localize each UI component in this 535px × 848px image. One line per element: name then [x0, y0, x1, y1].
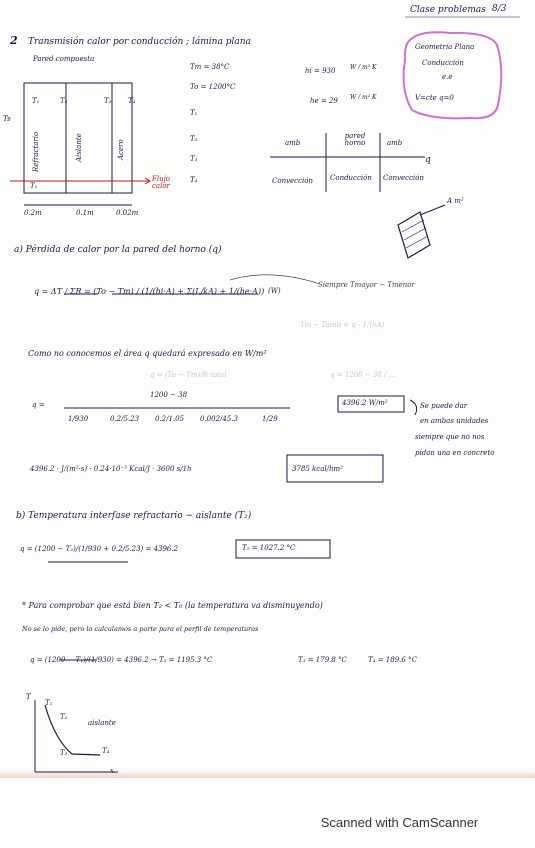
- given-he: he = 29: [310, 97, 338, 105]
- table-c3: Convección: [383, 174, 424, 182]
- t4-label: T₄: [128, 97, 136, 105]
- graph-t-axis: T: [26, 693, 31, 701]
- table-c2: Conducción: [330, 174, 372, 182]
- calc-den-4: 0.002/45.3: [200, 415, 238, 423]
- faint-bleed-3: q = 1200 − 38 / ...: [330, 371, 396, 379]
- given-hi: hi = 930: [305, 67, 336, 75]
- conversion-result: 3785 kcal/hm²: [292, 465, 343, 473]
- header-date: 8/3: [492, 4, 507, 14]
- calc-den-5: 1/29: [262, 415, 278, 423]
- part-b-equation: q = (1200 − T₂)/(1/930 + 0.2/5.23) = 4396.2: [20, 545, 179, 553]
- side-note-3: siempre que no nos: [415, 433, 485, 441]
- check-note: No se lo pide, pero lo calculamos a parte para el perfil de temperaturas: [22, 625, 259, 633]
- graph-aislante: aislante: [88, 719, 116, 727]
- thick-2: 0.1m: [76, 209, 94, 217]
- given-t1: T₁: [190, 109, 198, 117]
- calc-q: q =: [32, 401, 45, 409]
- table-h2: pared horno: [344, 132, 366, 147]
- t2-label: T₂: [60, 97, 68, 105]
- side-note-2: en ambas unidades: [420, 417, 489, 425]
- calc-den-1: 1/930: [68, 415, 89, 423]
- layer-acero: Acero: [117, 139, 125, 160]
- calc-den-2: 0.2/5.23: [110, 415, 140, 423]
- flow-label: Flujo calor: [152, 175, 170, 190]
- table-c1: Convección: [272, 177, 313, 185]
- ts-label: Ts: [3, 115, 11, 123]
- given-hi-unit: W / m² K: [350, 64, 377, 71]
- check-equation: q = (1200 − T₁)/(1/930) = 4396.2 → T₁ = 1195.3 °C: [30, 656, 213, 664]
- box-line-2: Conducción: [422, 59, 464, 67]
- given-t3: T₃: [190, 155, 198, 163]
- given-to: To = 1200°C: [190, 83, 236, 91]
- part-a-units: (W): [268, 287, 281, 295]
- given-t4: T₄: [190, 176, 198, 184]
- wall-label: Pared compuesta: [33, 55, 95, 63]
- thick-1: 0.2m: [24, 209, 42, 217]
- part-b-title: b) Temperatura interfase refractario − aislante (T₂): [16, 511, 252, 521]
- graph-t3: T₃: [60, 749, 68, 757]
- box-line-4: V=cte q=0: [415, 94, 454, 102]
- graph-t2: T₂: [60, 713, 68, 721]
- part-a-equation: q = ΔT / ΣR = (To − Tm) / (1/(hi·A) + Σ(L/kA) + 1/(he·A)): [34, 287, 265, 296]
- thick-3: 0.02m: [116, 209, 139, 217]
- given-tm: Tm = 38°C: [190, 63, 230, 71]
- check-t3: T₃ = 179.8 °C: [298, 656, 347, 664]
- t1-bottom-label: T₁: [30, 182, 38, 190]
- calc-result: 4396.2 W/m²: [342, 399, 388, 407]
- area-label: A m²: [447, 197, 464, 205]
- t1-label: T₁: [32, 97, 40, 105]
- table-q: q: [425, 155, 431, 165]
- part-a-title: a) Pérdida de calor por la pared del horno (q): [14, 245, 222, 255]
- box-line-3: e.e: [442, 73, 453, 81]
- faint-bleed-1: Tm − Tamb = q · 1/(hA): [300, 321, 385, 329]
- graph-x-axis: x: [110, 767, 114, 775]
- check-t4: T₄ = 189.6 °C: [368, 656, 417, 664]
- part-b-result: T₂ = 1027.2 °C: [242, 544, 296, 552]
- box-line-1: Geometría Plana: [415, 43, 475, 51]
- graph-t1: T₁: [45, 699, 53, 707]
- t3-label: T₃: [104, 97, 112, 105]
- graph-t4: T₄: [102, 747, 110, 755]
- layer-aislante: Aislante: [75, 133, 83, 162]
- footer-text: Scanned with CamScanner: [320, 815, 479, 830]
- given-he-unit: W / m² K: [350, 94, 377, 101]
- side-note-1: Se puede dar: [420, 402, 468, 410]
- faint-bleed-2: q = (To − Tm)/R total: [150, 371, 227, 379]
- conversion-line: 4396.2 · J/(m²·s) · 0.24·10⁻³ Kcal/J · 3600 s/1h: [30, 465, 192, 473]
- scanner-footer: [0, 812, 535, 831]
- calc-den-3: 0.2/1.05: [155, 415, 185, 423]
- area-note: Como no conocemos el área q quedará expresado en W/m²: [28, 349, 267, 358]
- problem-number: 2: [10, 34, 18, 47]
- header-title: Clase problemas: [410, 5, 486, 15]
- layer-refractario: Refractario: [32, 131, 40, 172]
- table-h1: amb: [285, 139, 301, 147]
- given-t2: T₂: [190, 135, 198, 143]
- calc-numerator: 1200 − 38: [150, 391, 188, 399]
- table-h3: amb: [387, 139, 403, 147]
- problem-title: Transmisión calor por conducción ; lámina plana: [28, 37, 251, 47]
- check-title: * Para comprobar que está bien T₂ < T₀ (la temperatura va disminuyendo): [22, 601, 323, 610]
- part-a-note: Siempre Tmayor − Tmenor: [318, 281, 415, 289]
- side-note-4: pidan una en concreto: [415, 449, 495, 457]
